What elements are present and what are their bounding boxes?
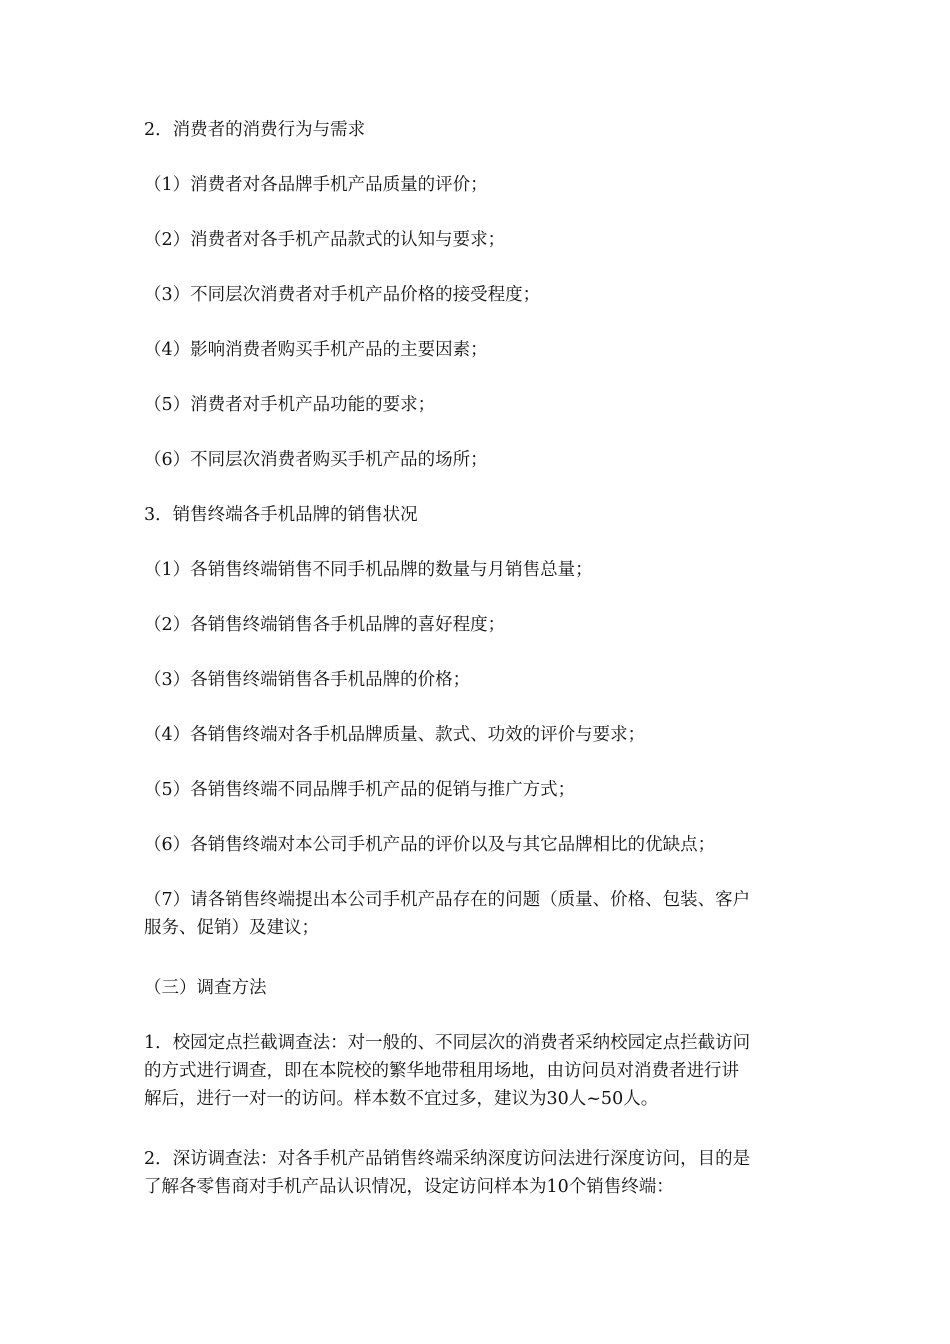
section3-item-7-line-1: （7）请各销售终端提出本公司手机产品存在的问题（质量、价格、包装、客户: [144, 890, 751, 910]
method-1-paragraph: [144, 1029, 820, 1113]
section2-item-3: （3）不同层次消费者对手机产品价格的接受程度；: [144, 285, 541, 305]
methods-heading: （三）调查方法: [144, 978, 267, 998]
section3-item-4: （4）各销售终端对各手机品牌质量、款式、功效的评价与要求；: [144, 725, 646, 745]
section2-item-6: （6）不同层次消费者购买手机产品的场所；: [144, 450, 488, 470]
section3-item-2: （2）各销售终端销售各手机品牌的喜好程度；: [144, 615, 506, 635]
section3-item-7-line-2: 服务、促销）及建议；: [144, 918, 319, 938]
section3-item-7: [144, 886, 820, 942]
section2-item-1: （1）消费者对各品牌手机产品质量的评价；: [144, 175, 488, 195]
section2-item-2: （2）消费者对各手机产品款式的认知与要求；: [144, 230, 506, 250]
method-1-line-1: 1．校园定点拦截调查法：对一般的、不同层次的消费者采纳校园定点拦截访问: [144, 1033, 751, 1053]
section3-item-6: （6）各销售终端对本公司手机产品的评价以及与其它品牌相比的优缺点；: [144, 835, 716, 855]
section3-heading: 3．销售终端各手机品牌的销售状况: [144, 505, 418, 525]
section3-item-5: （5）各销售终端不同品牌手机产品的促销与推广方式；: [144, 780, 576, 800]
method-1-line-3: 解后，进行一对一的访问。样本数不宜过多，建议为30人~50人。: [144, 1089, 659, 1109]
section2-item-4: （4）影响消费者购买手机产品的主要因素；: [144, 340, 488, 360]
section3-item-1: （1）各销售终端销售不同手机品牌的数量与月销售总量；: [144, 560, 593, 580]
method-1-line-2: 的方式进行调查，即在本院校的繁华地带租用场地，由访问员对消费者进行讲: [144, 1061, 739, 1081]
method-2-line-2: 了解各零售商对手机产品认识情况，设定访问样本为10个销售终端：: [144, 1177, 674, 1197]
method-2-line-1: 2．深访调查法：对各手机产品销售终端采纳深度访问法进行深度访问，目的是: [144, 1149, 751, 1169]
section3-item-3: （3）各销售终端销售各手机品牌的价格；: [144, 670, 471, 690]
method-2-paragraph: [144, 1145, 820, 1201]
section2-heading: 2．消费者的消费行为与需求: [144, 120, 366, 140]
section2-item-5: （5）消费者对手机产品功能的要求；: [144, 395, 436, 415]
